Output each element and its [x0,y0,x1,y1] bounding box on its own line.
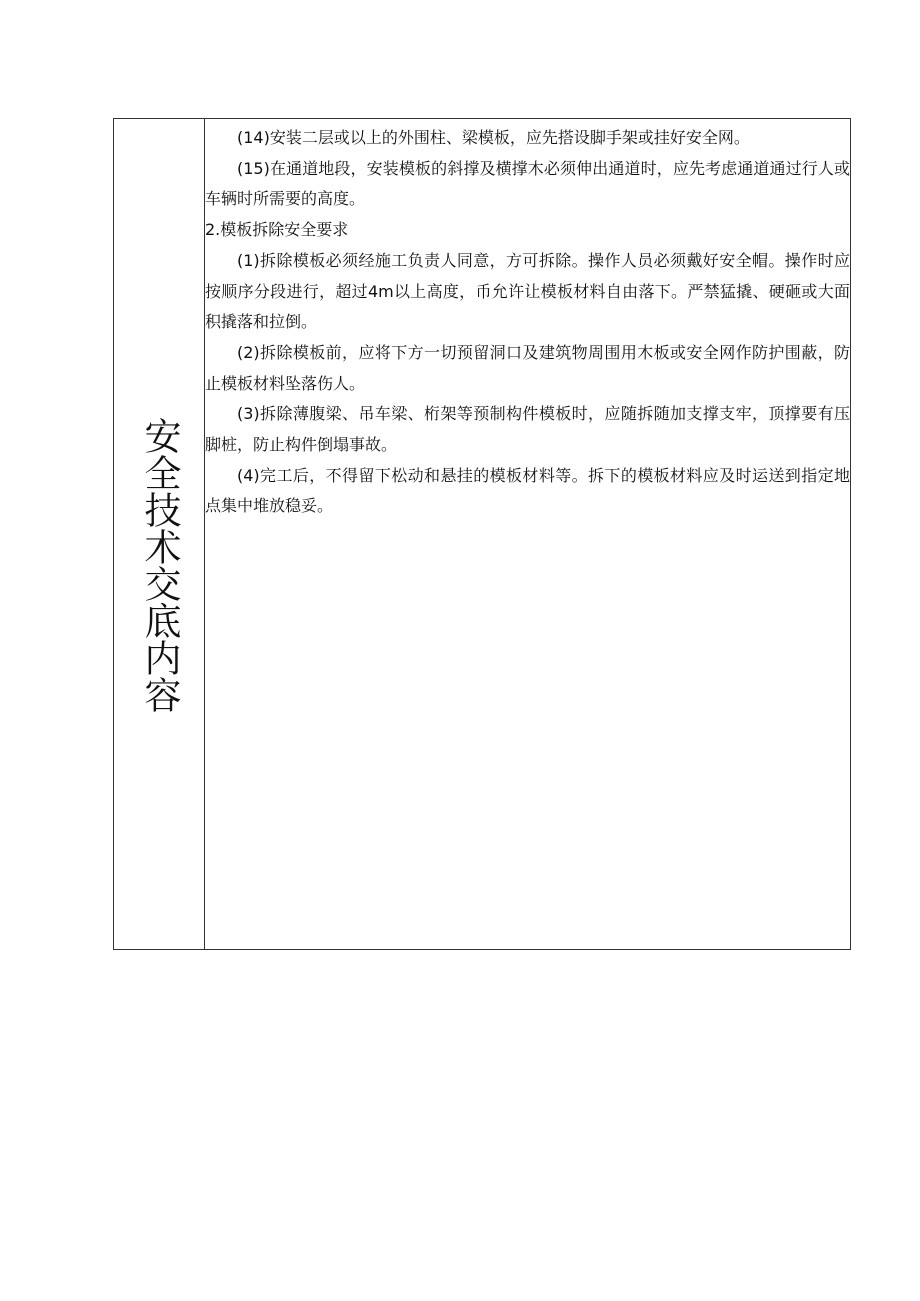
paragraph-removal-2: (2)拆除模板前，应将下方一切预留洞口及建筑物周围用木板或安全网作防护围蔽，防止模板材料坠落伤人。 [205,342,850,393]
paragraph-14: (14)安装二层或以上的外围柱、梁模板，应先搭设脚手架或挂好安全网。 [237,128,750,147]
label-cell [114,119,205,949]
section-label: 安全技术交底内容 [138,417,181,713]
paragraph-removal-4: (4)完工后，不得留下松动和悬挂的模板材料等。拆下的模板材料应及时运送到指定地点集中堆放稳妥。 [205,465,850,516]
paragraph-removal-3: (3)拆除薄腹梁、吊车梁、桁架等预制构件模板时，应随拆随加支撑支牢，顶撑要有压脚桩，防止构件倒塌事故。 [205,404,850,455]
content-cell [205,119,850,949]
paragraph-15: (15)在通道地段，安装模板的斜撑及横撑木必须伸出通道时，应先考虑通道通过行人或车辆时所需要的高度。 [205,158,850,209]
section-heading-removal: 2.模板拆除安全要求 [205,220,349,240]
paragraph-removal-1: (1)拆除模板必须经施工负责人同意，方可拆除。操作人员必须戴好安全帽。操作时应按顺序分段进行，超过4m以上高度，币允许让模板材料自由落下。严禁猛撬、硬砸或大面积撬落和拉倒。 [205,250,850,332]
safety-disclosure-table [113,118,851,950]
